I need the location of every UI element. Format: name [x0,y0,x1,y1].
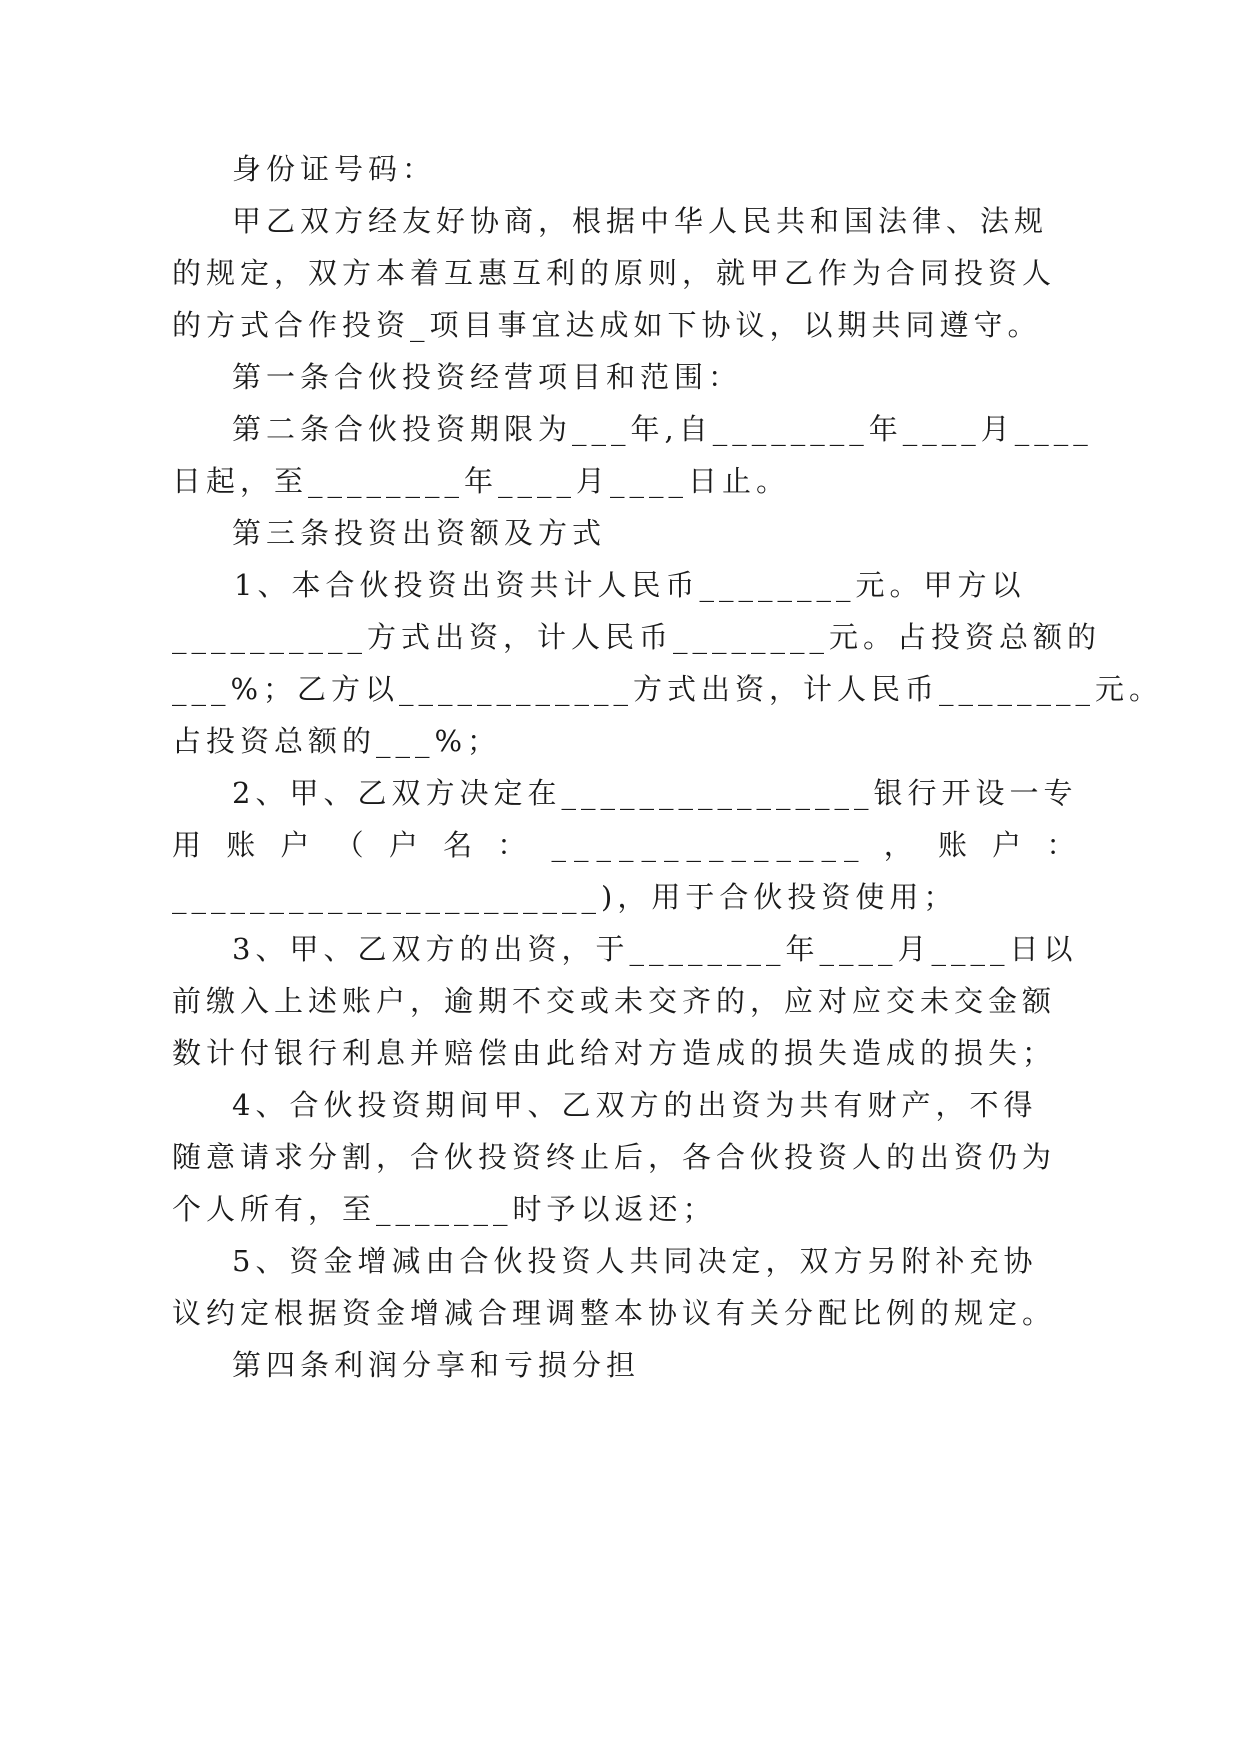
text-line: ___%；乙方以____________方式出资，计人民币________元。 [172,672,1164,706]
text-line: 日起，至________年____月____日止。 [172,464,791,498]
text-line: ______________________)，用于合伙投资使用； [172,880,958,914]
text-line: 随意请求分割，合伙投资终止后，各合伙投资人的出资仍为 [172,1140,1057,1174]
text-line: 4、合伙投资期间甲、乙双方的出资为共有财产，不得 [232,1088,1038,1122]
text-line: 的规定，双方本着互惠互利的原则，就甲乙作为合同投资人 [172,256,1057,290]
text-line: 5、资金增减由合伙投资人共同决定，双方另附补充协 [232,1244,1038,1278]
text-line: 个人所有，至_______时予以返还； [172,1192,717,1226]
text-line: 的方式合作投资_项目事宜达成如下协议，以期共同遵守。 [172,308,1042,342]
text-line: 前缴入上述账户，逾期不交或未交齐的，应对应交未交金额 [172,984,1057,1018]
text-line: 2、甲、乙双方决定在________________银行开设一专 [232,776,1078,810]
text-line: 第一条合伙投资经营项目和范围： [232,360,743,394]
text-line: 甲乙双方经友好协商，根据中华人民共和国法律、法规 [232,204,1049,238]
text-line: 3、甲、乙双方的出资，于________年____月____日以 [232,932,1078,966]
text-line: 占投资总额的___%； [172,724,502,758]
text-line: 1、本合伙投资出资共计人民币________元。甲方以 [234,568,1026,602]
text-line: 身份证号码： [232,152,437,186]
text-line: 数计付银行利息并赔偿由此给对方造成的损失造成的损失； [172,1036,1057,1070]
text-line: 用 账 户 （ 户 名 ： ______________ ， 账 户 ： [172,828,1084,862]
text-line: 第四条利润分享和亏损分担 [232,1348,641,1382]
text-line: 议约定根据资金增减合理调整本协议有关分配比例的规定。 [172,1296,1057,1330]
text-line: 第二条合伙投资期限为___年,自________年____月____ [232,412,1093,446]
text-line: __________方式出资，计人民币________元。占投资总额的 [172,620,1102,654]
text-line: 第三条投资出资额及方式 [232,516,607,550]
